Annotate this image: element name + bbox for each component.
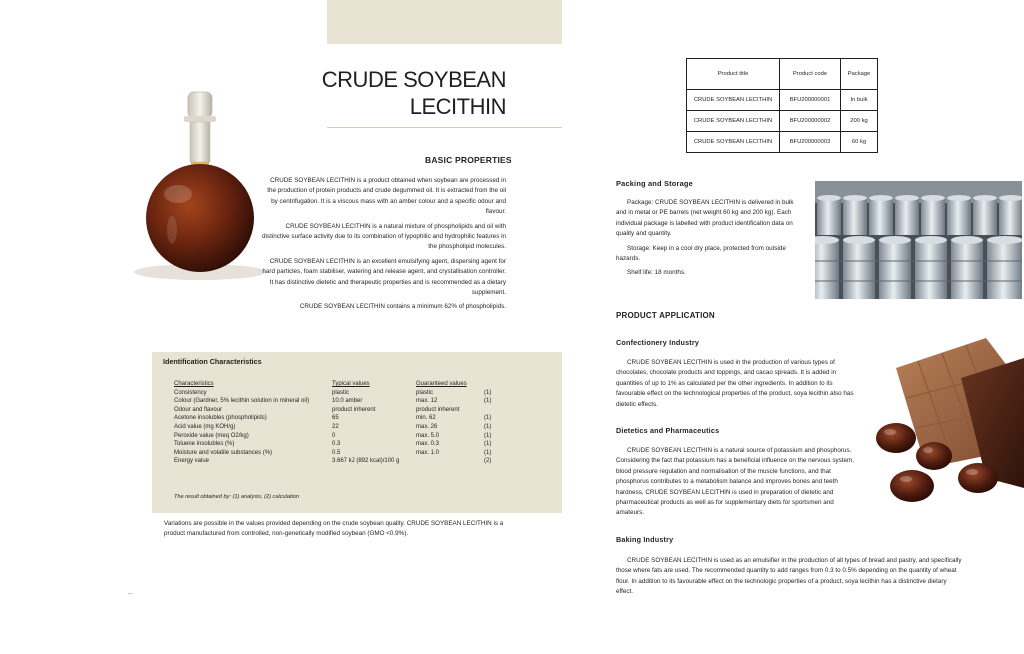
product-table: [686, 58, 878, 153]
col-guaranteed-values: Guaranteed values: [416, 381, 467, 387]
cell: 0.5: [332, 449, 341, 456]
cell: 0: [332, 432, 336, 439]
table-row: [174, 432, 504, 441]
cell: Colour (Gardner, 5% lecithin solution in mineral oil): [174, 398, 310, 405]
dietetics-text: CRUDE SOYBEAN LECITHIN is a natural source of potassium and phosphorus. Considering the fact that potassium has a beneficial influence on the nervous system, blood pressure regulation and normalisation of the muscle functions, and that phosphorus contributes to a metabolism balance and improves bones and teeth hardness, CRUDE SOYBEAN LECITHIN is used in preparation of dietetic and pharmaceutical products as well as for supplementary diets for sportsmen and amateurs.: [616, 447, 855, 517]
cell: Energy value: [174, 458, 210, 465]
packing-paragraph: Package: CRUDE SOYBEAN LECITHIN is delivered in bulk and in metal or PE barrels (net weight 60 kg and 200 kg). Each individual package is labelled with product identification data on quality and quantity.: [616, 199, 794, 238]
packing-text: [616, 198, 802, 283]
col-product-title: Product title: [687, 59, 780, 90]
col-package: Package: [841, 59, 878, 90]
barrels-photo: [815, 181, 1022, 299]
cell: max. 26: [416, 423, 438, 430]
col-product-code: Product code: [780, 59, 841, 90]
cell: In bulk: [841, 90, 878, 111]
title-line-1: CRUDE SOYBEAN: [321, 67, 506, 92]
cell: Odour and flavour: [174, 406, 223, 413]
table-row: [687, 111, 878, 132]
identification-header-row: [174, 380, 504, 389]
cell: Peroxide value (meq O2/kg): [174, 432, 249, 439]
cell: CRUDE SOYBEAN LECITHIN: [687, 90, 780, 111]
cell: BFU200000001: [780, 90, 841, 111]
title-line-2: LECITHIN: [409, 94, 506, 119]
table-row: [174, 457, 504, 466]
cell: BFU200000002: [780, 111, 841, 132]
basic-paragraph: CRUDE SOYBEAN LECITHIN is a natural mixture of phospholipids and oil with distinctive surface activity due to its combination of lypophilic and hydrophilic features in the phospholipid molecules.: [262, 222, 506, 251]
top-beige-band: [327, 0, 562, 44]
cell: max. 5.0: [416, 432, 440, 439]
packing-paragraph: Shelf life: 18 months.: [627, 269, 686, 277]
confectionery-heading: Confectionery Industry: [616, 338, 700, 347]
baking-text: CRUDE SOYBEAN LECITHIN is used as an emulsifier in the production of all types of bread and pastry, and specifically those where fats are used. The recommended quantity to add ranges from 0.3 to 0.5% depending on the quantity of wheat flour. In addition to its favourable effect on the technologic properties of a product, soya lecithin has a distinctive dietary effect.: [616, 557, 962, 596]
cell: 65: [332, 415, 339, 422]
table-row: [174, 389, 504, 398]
cell: (1): [484, 389, 492, 396]
cell: 22: [332, 423, 339, 430]
cell: CRUDE SOYBEAN LECITHIN: [687, 132, 780, 153]
cell: max. 0.3: [416, 441, 440, 448]
cell: min. 62: [416, 415, 436, 422]
basic-properties-text: [262, 176, 506, 317]
table-row: [174, 414, 504, 423]
cell: (1): [484, 432, 492, 439]
packing-heading: Packing and Storage: [616, 179, 693, 188]
cell: [416, 457, 484, 466]
identification-note: The result obtained by: (1) analysis, (2) calculation: [174, 494, 299, 500]
cell: Acid value (mg KOH/g): [174, 423, 236, 430]
cell: Consistency: [174, 389, 207, 396]
cell: 200 kg: [841, 111, 878, 132]
baking-heading: Baking Industry: [616, 535, 674, 544]
cell: Acetone insolubles (phospholipids): [174, 415, 267, 422]
variations-note: Variations are possible in the values provided depending on the crude soybean quality. CRUDE SOYBEAN LECITHIN is a product manufactured from controlled, non-genetically modified soybean (GMO <0.9%).: [164, 520, 504, 538]
basic-paragraph: CRUDE SOYBEAN LECITHIN is a product obtained when soybean are processed in the production of protein products and crude degummed oil. It is extracted from the oil by centrifugation. It is a viscous mass with an amber colour and a specific odour and flavour.: [267, 177, 506, 216]
cell: max. 1.0: [416, 449, 440, 456]
cell: 3.667 kJ (892 kcal)/100 g: [332, 458, 400, 465]
cell: (1): [484, 423, 492, 430]
cell: [484, 406, 504, 415]
chocolate-photo: [866, 328, 1024, 518]
basic-paragraph: CRUDE SOYBEAN LECITHIN contains a minimum 62% of phospholipids.: [299, 303, 506, 311]
basic-paragraph: CRUDE SOYBEAN LECITHIN is an excellent emulsifying agent, dispersing agent for hard particles, foam stabiliser, watering and release agent, and crystallisation controller. It has distinctive dietetic and therapeutic properties and is recommended as a dietary supplement.: [262, 257, 506, 297]
cell: plastic: [416, 389, 434, 396]
col-method: [484, 380, 504, 389]
product-header-row: [687, 59, 878, 90]
cell: 60 kg: [841, 132, 878, 153]
page-mark: --: [128, 591, 133, 598]
identification-heading: Identification Characteristics: [163, 357, 262, 366]
cell: Toluene insolubles (%): [174, 441, 235, 448]
cell: CRUDE SOYBEAN LECITHIN: [687, 111, 780, 132]
page-title: [300, 66, 506, 120]
packing-paragraph: Storage: Keep in a cool dry place, protected from outside hazards.: [616, 244, 786, 263]
cell: (1): [484, 449, 492, 456]
col-characteristics: Characteristics: [174, 381, 214, 387]
cell: max. 12: [416, 398, 438, 405]
table-row: [687, 132, 878, 153]
table-row: [174, 406, 504, 415]
cell: product inherent: [332, 406, 376, 413]
basic-properties-heading: BASIC PROPERTIES: [425, 155, 512, 165]
table-row: [687, 90, 878, 111]
cell: BFU200000003: [780, 132, 841, 153]
dietetics-heading: Dietetics and Pharmaceutics: [616, 426, 720, 435]
table-row: [174, 397, 504, 406]
cell: Moisture and volatile substances (%): [174, 449, 273, 456]
identification-table: [174, 380, 504, 466]
table-row: [174, 449, 504, 458]
cell: plastic: [332, 389, 350, 396]
cell: 10.0 amber: [332, 398, 363, 405]
table-row: [174, 440, 504, 449]
col-typical-values: Typical values: [332, 381, 370, 387]
cell: (1): [484, 398, 492, 405]
cell: product inherent: [416, 406, 460, 413]
cell: (2): [484, 458, 492, 465]
cell: (1): [484, 441, 492, 448]
application-heading: PRODUCT APPLICATION: [616, 311, 715, 320]
cell: 0.3: [332, 441, 341, 448]
confectionery-text: CRUDE SOYBEAN LECITHIN is used in the production of various types of chocolates, chocolate products and toppings, and cacao spreads. It is added in quantities of up to 1% as calculated per the other ingredients. In addition to its favourable effect on the technological properties of the product, soya lecithin also has dietetic effects.: [616, 359, 854, 408]
title-divider: [327, 127, 562, 128]
cell: (1): [484, 415, 492, 422]
table-row: [174, 423, 504, 432]
